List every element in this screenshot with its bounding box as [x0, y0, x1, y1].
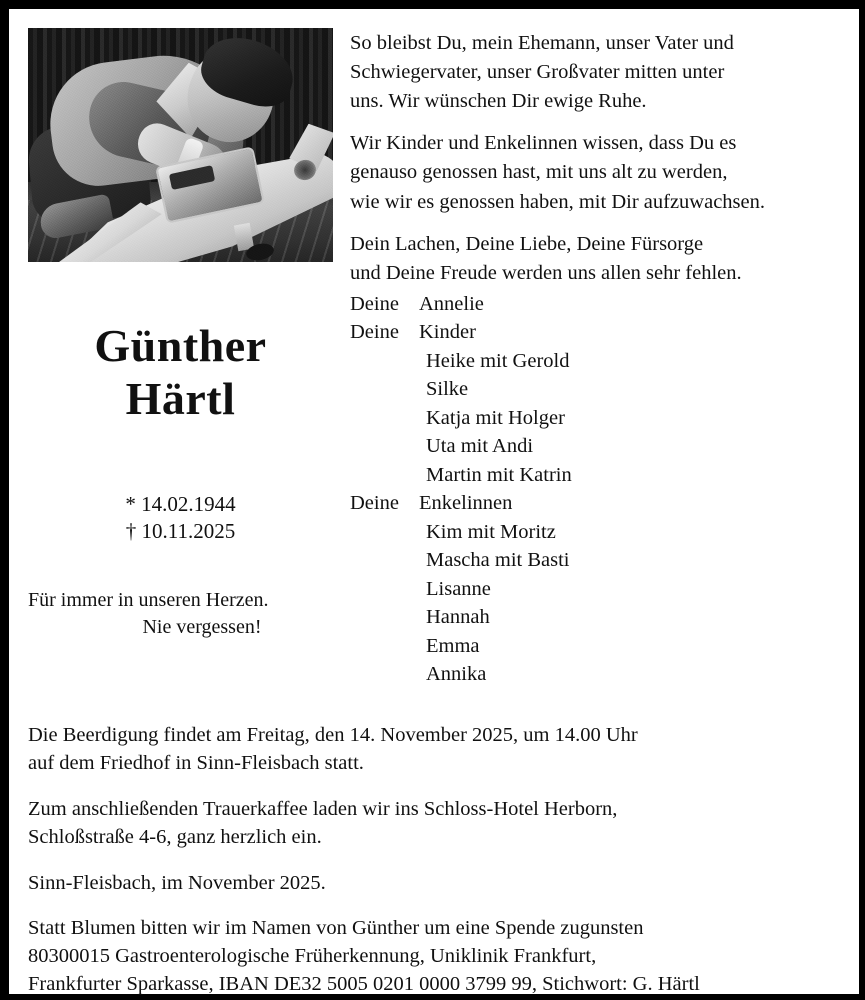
funeral-arrangements — [28, 722, 850, 999]
family-member: Heike mit Gerold — [426, 349, 570, 372]
mourning-border-right — [859, 0, 865, 1000]
tribute-line: Dein Lachen, Deine Liebe, Deine Fürsorge — [350, 232, 704, 255]
family-group-grandchildren — [350, 489, 850, 688]
epitaph — [28, 587, 350, 640]
funeral-line: auf dem Friedhof in Sinn-Fleisbach statt. — [28, 751, 364, 774]
donation-request — [28, 915, 850, 999]
reception-line: Schloßstraße 4-6, ganz herzlich ein. — [28, 825, 322, 848]
family-member: Martin mit Katrin — [426, 463, 572, 486]
family-group-heading — [350, 318, 850, 346]
notice-sheet — [9, 9, 859, 994]
epitaph-line-1: Für immer in unseren Herzen. — [28, 589, 269, 611]
tribute-line: So bleibst Du, mein Ehemann, unser Vater und — [350, 32, 734, 54]
family-relation: Kinder — [419, 321, 476, 344]
family-member: Silke — [426, 378, 469, 401]
family-group-children — [350, 318, 850, 489]
family-member: Hannah — [426, 606, 490, 629]
mourning-border-left — [0, 0, 9, 1000]
tribute-line: und Deine Freude werden uns allen sehr fehlen. — [350, 261, 742, 284]
family-name: Härtl — [125, 373, 236, 425]
donation-line: 80300015 Gastroenterologische Früherkennung, Uniklinik Frankfurt, — [28, 945, 597, 968]
family-keyword: Deine — [350, 293, 399, 315]
family-member: Lisanne — [426, 577, 491, 600]
deceased-name — [28, 319, 333, 426]
family-group-heading — [350, 489, 850, 517]
tribute-line: uns. Wir wünschen Dir ewige Ruhe. — [350, 90, 647, 113]
donation-line: Frankfurter Sparkasse, IBAN DE32 5005 0201 0000 3799 99, Stichwort: G. Härtl — [28, 973, 700, 996]
funeral-details — [28, 722, 850, 778]
family-keyword: Deine — [350, 321, 399, 344]
place-date-line: Sinn-Fleisbach, im November 2025. — [28, 871, 326, 894]
family-relation: Annelie — [419, 293, 484, 315]
epitaph-line-2: Nie vergessen! — [142, 615, 262, 638]
family-list — [350, 290, 850, 689]
family-member: Katja mit Holger — [426, 406, 565, 429]
funeral-line: Die Beerdigung findet am Freitag, den 14. November 2025, um 14.00 Uhr — [28, 724, 638, 746]
reception-line: Zum anschließenden Trauerkaffee laden wir ins Schloss-Hotel Herborn, — [28, 797, 618, 820]
tribute-paragraph-3 — [350, 230, 850, 288]
family-group-spouse — [350, 290, 850, 318]
family-member: Annika — [426, 663, 487, 686]
tribute-paragraph-1 — [350, 29, 850, 116]
place-and-date — [28, 870, 850, 898]
family-relation: Enkelinnen — [419, 492, 513, 515]
given-name: Günther — [94, 320, 267, 371]
tribute-line: genauso genossen hast, mit uns alt zu werden, — [350, 161, 728, 184]
deceased-photo — [28, 28, 333, 262]
tribute-paragraph-2 — [350, 129, 850, 216]
donation-line: Statt Blumen bitten wir im Namen von Günther um eine Spende zugunsten — [28, 917, 644, 940]
tribute-line: Wir Kinder und Enkelinnen wissen, dass Du es — [350, 132, 737, 155]
family-group-heading — [350, 290, 850, 318]
family-member: Mascha mit Basti — [426, 549, 570, 572]
death-date: † 10.11.2025 — [125, 518, 236, 543]
tribute-line: Schwiegervater, unser Großvater mitten unter — [350, 61, 725, 84]
family-member: Kim mit Moritz — [426, 520, 556, 543]
reception-details — [28, 796, 850, 852]
family-member: Emma — [426, 634, 480, 657]
family-keyword: Deine — [350, 492, 399, 515]
life-dates — [28, 491, 333, 544]
tribute-line: wie wir es genossen haben, mit Dir aufzuwachsen. — [350, 190, 765, 213]
birth-date: * 14.02.1944 — [125, 492, 236, 516]
family-member: Uta mit Andi — [426, 435, 534, 458]
tribute-text — [350, 29, 850, 301]
mourning-border-top — [0, 0, 865, 9]
